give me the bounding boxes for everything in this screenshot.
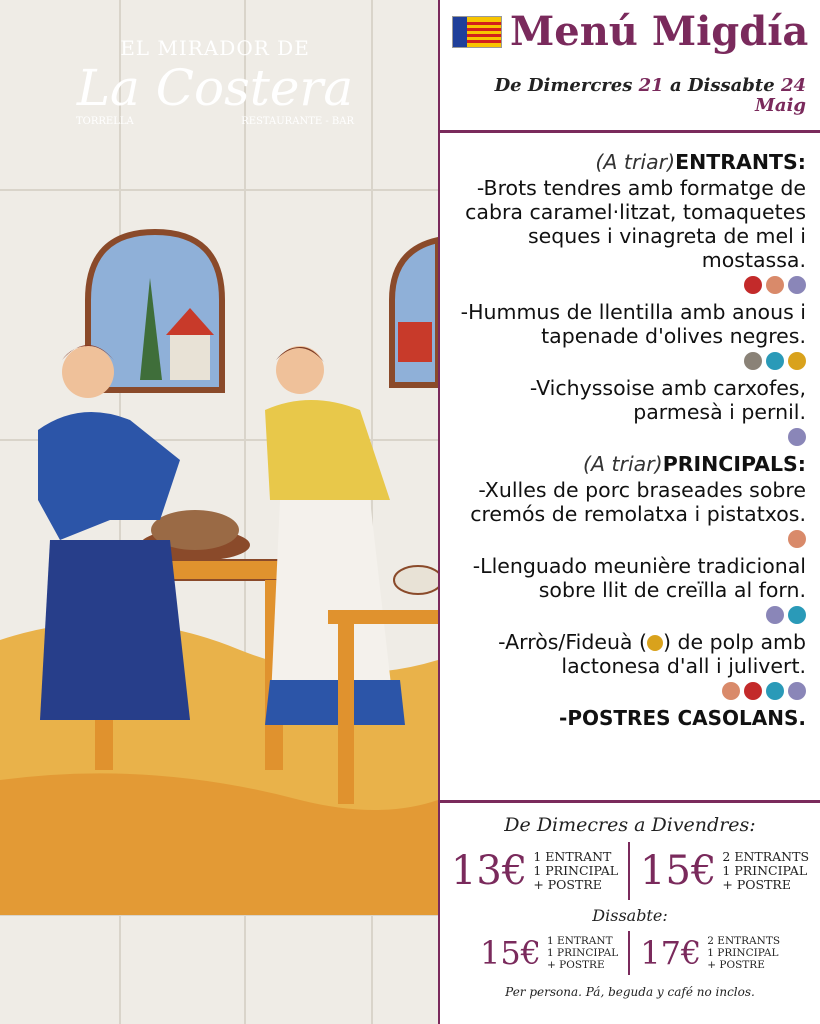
logo-name: La Costera [76,59,354,117]
mains-heading: (A triar)PRINCIPALS: [582,452,806,476]
allergen-icon [722,682,740,700]
allergen-icons [446,682,806,700]
allergen-icon [788,352,806,370]
day-end: 24 [780,75,806,96]
logo-type: RESTAURANTE - BAR [241,116,354,127]
saturday-includes-b: 2 ENTRANTS 1 PRINCIPAL + POSTRE [707,935,781,971]
weekday-prices [440,842,820,900]
menu-title: Menú Migdía [510,8,809,55]
allergen-icon [788,276,806,294]
header-divider [440,130,820,133]
weekday-price-b: 15€ [640,848,717,894]
saturday-label: Dissabte: [592,906,668,925]
allergen-icon [766,682,784,700]
allergen-icon [744,352,762,370]
allergen-icon [766,276,784,294]
allergen-icon [744,682,762,700]
weekday-price-a: 13€ [450,848,528,894]
starters-heading: (A triar)ENTRANTS: [595,150,806,174]
menu-dates [495,76,806,116]
weekday-label: De Dimecres a Divendres: [504,814,756,836]
allergen-icons [446,530,806,548]
main-dish-1: -Xulles de porc braseades sobre cremós de remolatxa i pistatxos. [470,478,806,526]
valencia-flag-icon [452,16,502,48]
weekday-includes-b: 2 ENTRANTS 1 PRINCIPAL + POSTRE [722,849,810,892]
starter-dish-1: -Brots tendres amb formatge de cabra caramel·litzat, tomaquetes seques i vinagreta de mel i mostassa. [465,176,806,272]
allergen-icon [744,276,762,294]
main-dish-2: -Llenguado meunière tradicional sobre llit de creïlla al forn. [472,554,806,602]
weekday-includes-a: 1 ENTRANT 1 PRINCIPAL + POSTRE [533,849,619,892]
main-dish-3: -Arròs/Fideuà ( ) de polp amb lactonesa d'all i julivert. [498,630,806,678]
saturday-includes-a: 1 ENTRANT 1 PRINCIPAL + POSTRE [547,935,619,971]
day-start: 21 [638,75,664,96]
allergen-icon [766,352,784,370]
allergen-icon [788,428,806,446]
starter-dish-3: -Vichyssoise amb carxofes, parmesà i pernil. [529,376,806,424]
price-note: Per persona. Pá, beguda y café no inclos. [505,985,755,999]
desserts: -POSTRES CASOLANS. [559,706,806,730]
saturday-prices [440,931,820,975]
price-separator [628,931,630,975]
starter-dish-2: -Hummus de llentilla amb anous i tapenade d'olives negres. [460,300,806,348]
menu-panel [438,0,820,1024]
dates-mid: a Dissabte [669,75,775,96]
allergen-icon [788,606,806,624]
menu-list [446,150,806,730]
gluten-icon [647,635,663,651]
allergen-icon [766,606,784,624]
logo-line1: EL MIRADOR DE [120,36,310,60]
price-separator [628,842,630,900]
allergen-icons [446,606,806,624]
allergen-icons [446,352,806,370]
saturday-price-a: 15€ [479,934,542,972]
allergen-icons [446,428,806,446]
logo-place: TORRELLA [76,116,134,127]
dates-month: Maig [754,95,806,116]
dates-prefix: De Dimercres [494,75,633,96]
logo-subline [70,116,360,127]
saturday-price-b: 17€ [640,934,702,972]
prices-divider [440,800,820,803]
restaurant-logo [70,30,360,140]
allergen-icon [788,682,806,700]
prices-section [440,806,820,999]
allergen-icons [446,276,806,294]
allergen-icon [788,530,806,548]
